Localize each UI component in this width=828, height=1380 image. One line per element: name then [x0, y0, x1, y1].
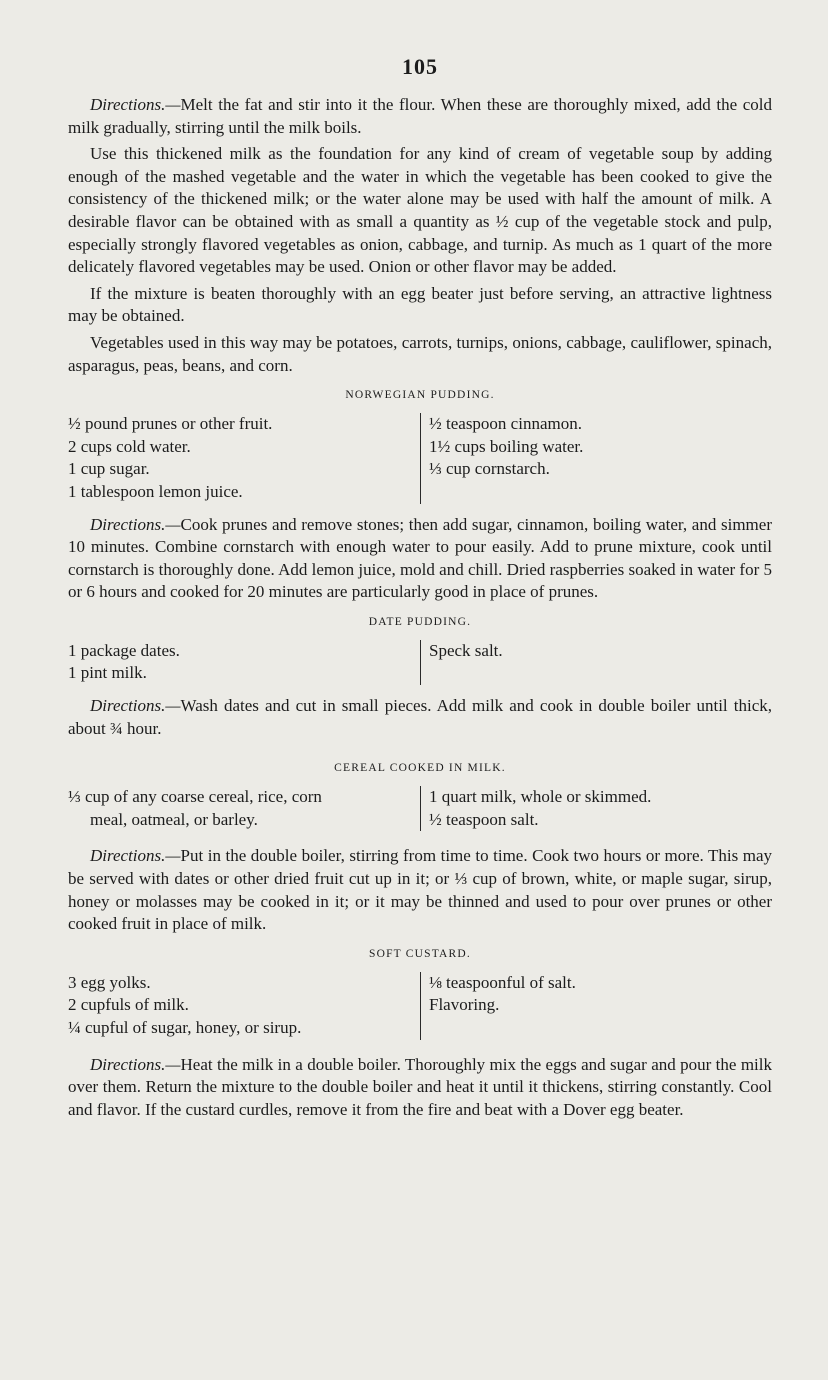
- ingredient-column-right: [420, 786, 772, 831]
- ingredient: ¼ cupful of sugar, honey, or sirup.: [68, 1018, 302, 1037]
- recipe-directions: Directions.—Heat the milk in a double boiler. Thoroughly mix the eggs and sugar and pour the milk over them. Return the mixture to the double boiler and heat it until it thickens, stirring constantly. Cool and flavor. If the custard curdles, remove it from the fire and beat with a Dover egg beater.: [68, 1054, 772, 1119]
- directions-label: Directions.—: [90, 514, 181, 534]
- ingredient: ½ pound prunes or other fruit.: [68, 414, 273, 434]
- directions-label: Directions.—: [90, 1054, 181, 1074]
- recipe-directions: Directions.—Put in the double boiler, stirring from time to time. Cook two hours or more. This may be served with dates or other dried fruit cut up in it; or ⅓ cup of brown, white, or maple sugar, sirup, honey or molasses may be cooked in it; or it may be thinned and used to pour over prunes or other cooked fruit in place of milk.: [68, 846, 772, 934]
- ingredient: 1½ cups boiling water.: [429, 436, 584, 456]
- ingredient: 1 cup sugar.: [68, 459, 150, 479]
- ingredient-column-right: [420, 413, 772, 503]
- ingredient-column-left: [68, 972, 420, 1040]
- ingredient: 3 egg yolks.: [68, 972, 151, 992]
- ingredient-column-right: [420, 972, 772, 1040]
- ingredient-list: [68, 972, 772, 1040]
- ingredient: 1 tablespoon lemon juice.: [68, 481, 243, 501]
- ingredient: 1 pint milk.: [68, 663, 147, 683]
- ingredient-list: [68, 413, 772, 503]
- page-number: 105: [402, 54, 438, 79]
- ingredient-column-left: [68, 786, 420, 831]
- recipe-soft-custard: [68, 948, 772, 1122]
- recipe-cereal-cooked-in-milk: [68, 762, 772, 936]
- directions-label: Directions.—: [90, 696, 181, 716]
- recipe-title: SOFT CUSTARD.: [368, 947, 472, 960]
- recipe-date-pudding: [68, 616, 772, 740]
- intro-directions: Directions.—Melt the fat and stir into it the flour. When these are thoroughly mixed, add the cold milk gradually, stirring until the milk boils.: [68, 95, 772, 137]
- directions-label: Directions.—: [90, 95, 181, 114]
- ingredient: 2 cupfuls of milk.: [68, 995, 189, 1015]
- recipe-norwegian-pudding: [68, 389, 772, 604]
- ingredient-column-left: [68, 413, 420, 503]
- ingredient: ½ teaspoon salt.: [429, 809, 539, 829]
- ingredient: ⅓ cup cornstarch.: [429, 459, 550, 479]
- ingredient-continued: meal, oatmeal, or barley.: [90, 809, 258, 829]
- recipe-title: NORWEGIAN PUDDING.: [345, 389, 495, 402]
- ingredient: 2 cups cold water.: [68, 436, 191, 456]
- ingredient-list: [68, 640, 772, 685]
- ingredient: 1 quart milk, whole or skimmed.: [429, 787, 652, 807]
- ingredient: ⅓ cup of any coarse cereal, rice, corn: [68, 787, 322, 807]
- ingredient: ⅛ teaspoonful of salt.: [429, 972, 576, 992]
- recipe-directions: Directions.—Cook prunes and remove stones; then add sugar, cinnamon, boiling water, and simmer 10 minutes. Combine cornstarch with enough water to pour easily. Add to prune mixture, cook until cornstarch is thoroughly done. Add lemon juice, mold and chill. Dried raspberries soaked in water for 5 or 6 hours and cooked for 20 minutes are particularly good in place of prunes.: [68, 514, 772, 602]
- intro-paragraph: Vegetables used in this way may be potatoes, carrots, turnips, onions, cabbage, cauliflower, spinach, asparagus, peas, beans, and corn.: [68, 332, 772, 375]
- recipe-title: CEREAL COOKED IN MILK.: [334, 762, 506, 775]
- ingredient: 1 package dates.: [68, 640, 180, 660]
- ingredient: ½ teaspoon cinnamon.: [429, 414, 582, 434]
- ingredient-list: [68, 786, 772, 831]
- intro-paragraph: If the mixture is beaten thoroughly with an egg beater just before serving, an attractive lightness may be obtained.: [68, 283, 772, 326]
- directions-label: Directions.—: [90, 846, 181, 866]
- recipe-title: DATE PUDDING.: [368, 615, 472, 628]
- recipe-directions: Directions.—Wash dates and cut in small pieces. Add milk and cook in double boiler until thick, about ¾ hour.: [68, 696, 772, 738]
- intro-paragraph: Use this thickened milk as the foundation for any kind of cream of vegetable soup by adding enough of the mashed vegetable and the water in which the vegetable has been cooked to give the consistency of the thickened milk; or the water alone may be used with half the amount of milk. A desirable flavor can be obtained with as small a quantity as ½ cup of the vegetable stock and pulp, especially strongly flavored vegetables as onion, cabbage, and turnip. As much as 1 quart of the more delicately flavored vegetables may be used. Onion or other flavor may be added.: [68, 144, 772, 277]
- ingredient: Flavoring.: [429, 995, 500, 1015]
- ingredient: Speck salt.: [429, 640, 503, 660]
- cream-soup-section: [68, 94, 772, 377]
- ingredient-column-left: [68, 640, 420, 685]
- ingredient-column-right: [420, 640, 772, 685]
